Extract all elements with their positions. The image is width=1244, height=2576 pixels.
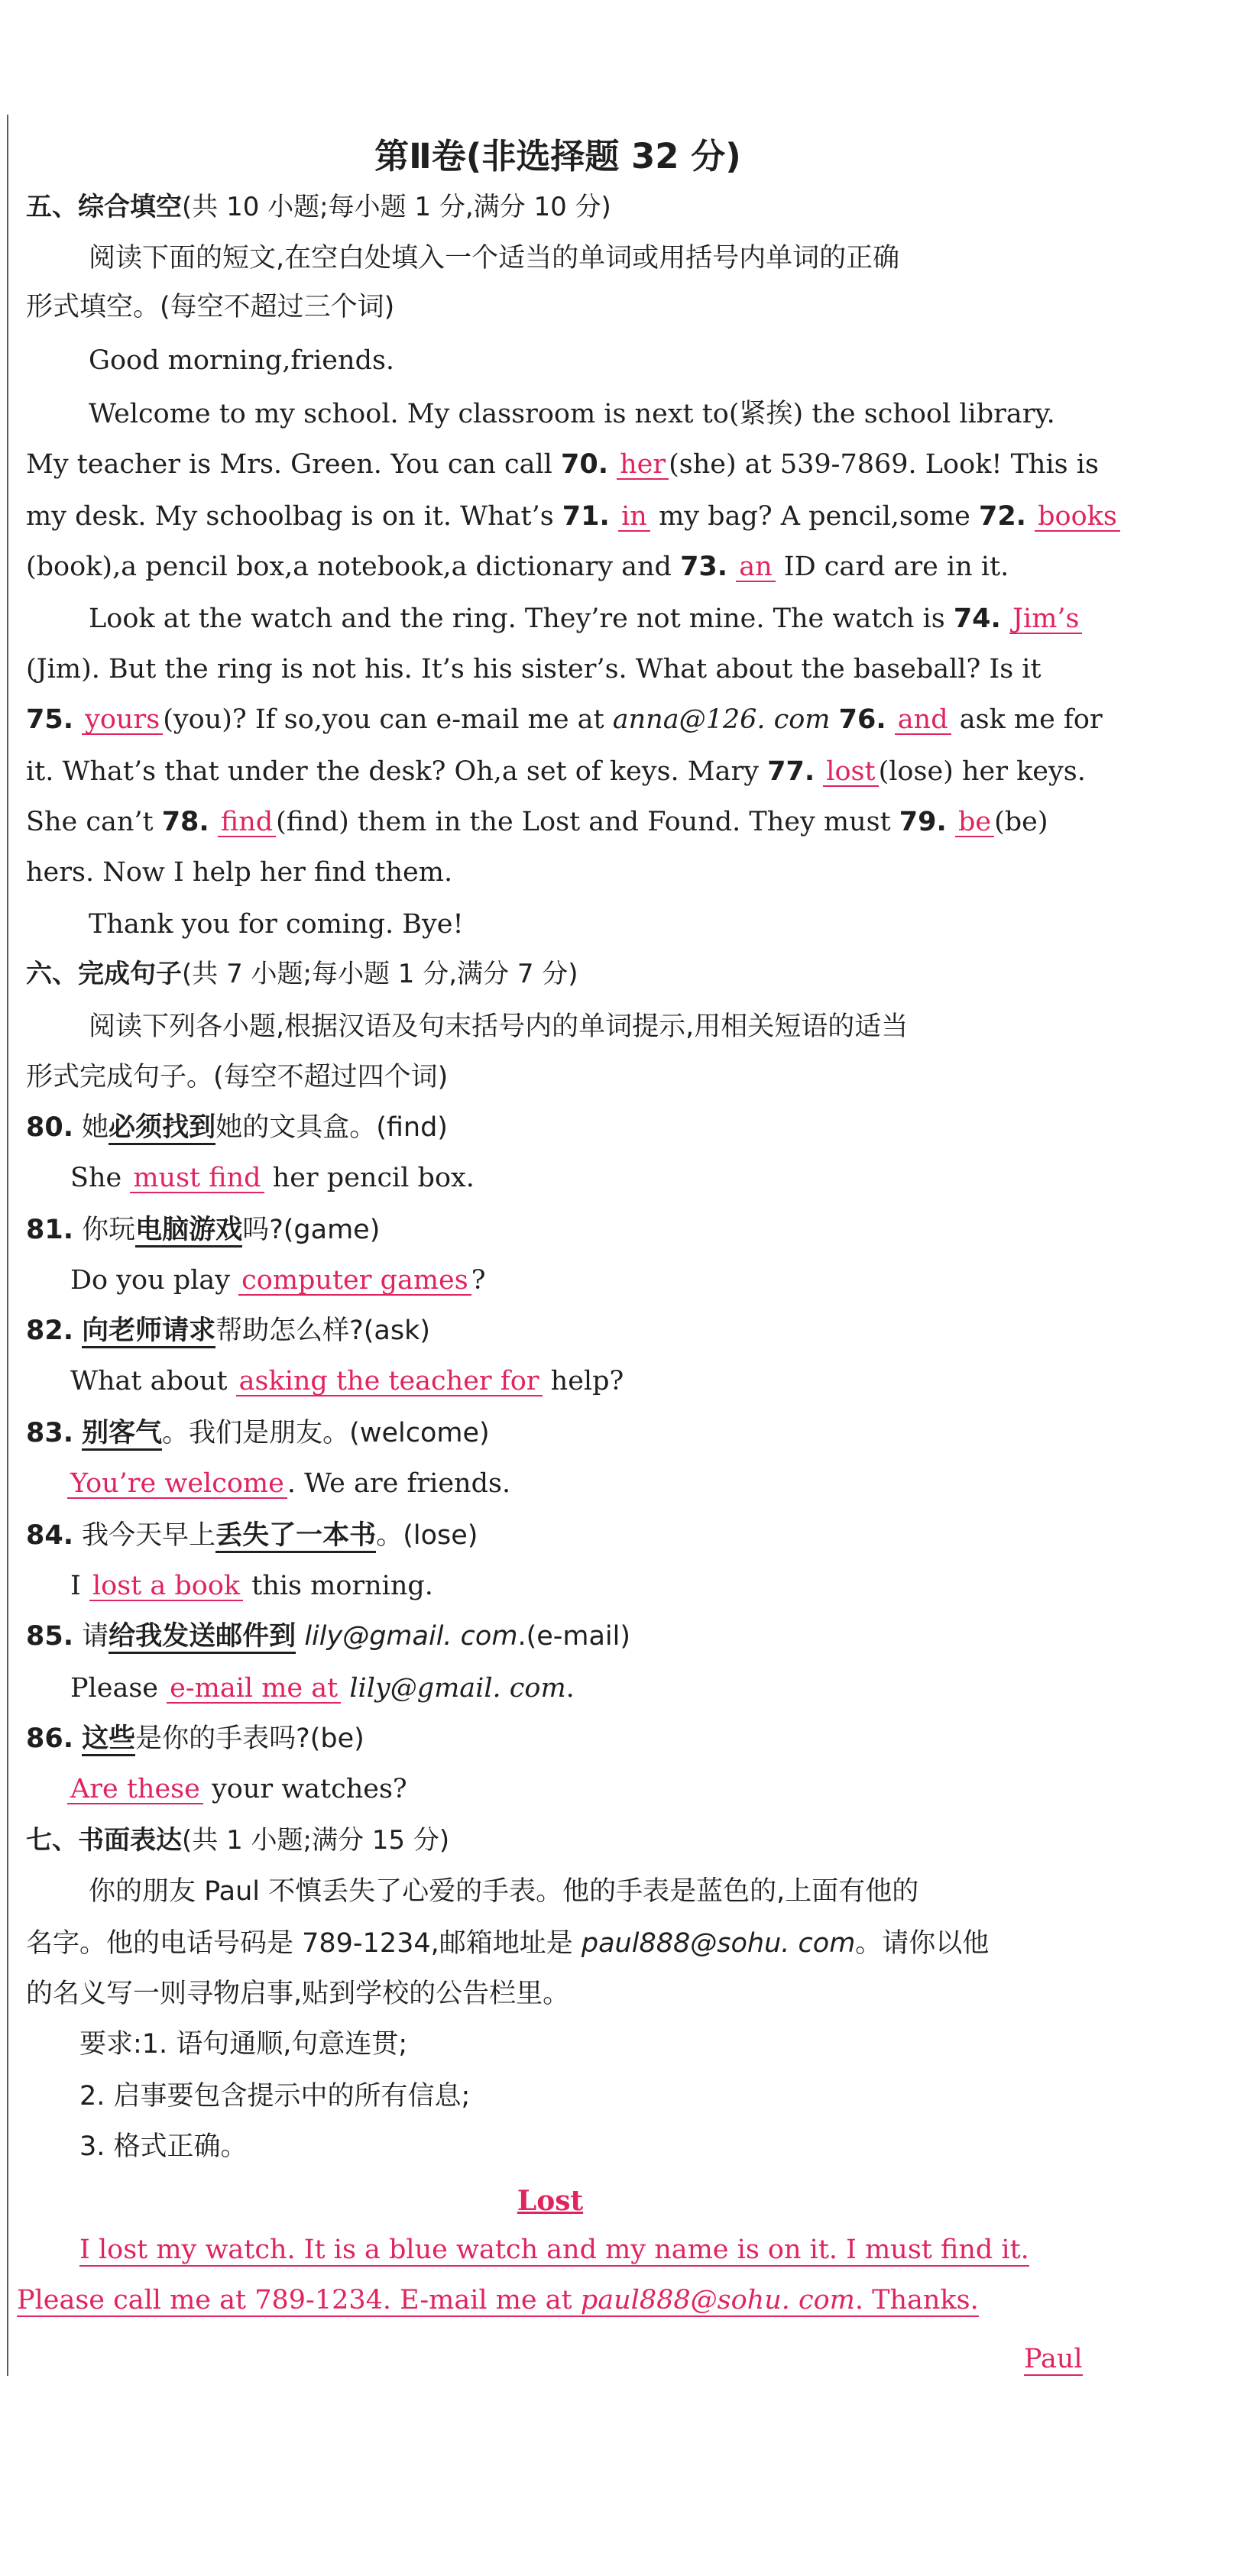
answer-83: You’re welcome	[67, 1471, 287, 1499]
question-85: 85. 请给我发送邮件到 lily@gmail. com.(e-mail)	[26, 1621, 1091, 1652]
question-80: 80. 她必须找到她的文具盒。(find)	[26, 1112, 1091, 1143]
answer-72: books	[1035, 503, 1120, 532]
section5-heading: 五、综合填空(共 10 小题;每小题 1 分,满分 10 分)	[26, 192, 611, 222]
answer-75: yours	[82, 707, 163, 735]
answer-78: find	[218, 809, 276, 837]
question-82: 82. 向老师请求帮助怎么样?(ask)	[26, 1316, 1091, 1346]
answer-line-83: You’re welcome . We are friends.	[67, 1468, 1091, 1499]
question-86: 86. 这些是你的手表吗?(be)	[26, 1723, 1091, 1754]
section6-instructions-1: 阅读下列各小题,根据汉语及句末括号内的单词提示,用相关短语的适当	[89, 1011, 909, 1042]
question-84: 84. 我今天早上丢失了一本书。(lose)	[26, 1520, 1091, 1551]
answer-73: an	[736, 554, 775, 582]
question-83: 83. 别客气。我们是朋友。(welcome)	[26, 1418, 1091, 1448]
section5-instructions-2: 形式填空。(每空不超过三个词)	[26, 292, 395, 322]
passage-line: it. What’s that under the desk? Oh,a set of keys. Mary 77. lost (lose) her keys.	[26, 756, 1086, 787]
answer-line-86: Are these your watches?	[67, 1774, 1091, 1804]
answer-title: Lost	[517, 2185, 584, 2217]
passage-line: My teacher is Mrs. Green. You can call 70. her (she) at 539-7869. Look! This is	[26, 449, 1099, 480]
answer-74: Jim’s	[1009, 606, 1083, 634]
requirement-1: 要求:1. 语句通顺,句意连贯;	[79, 2029, 408, 2060]
answer-79: be	[955, 809, 994, 837]
section7-prompt-2: 名字。他的电话号码是 789-1234,邮箱地址是 paul888@sohu. com。请你以他	[26, 1928, 990, 1959]
answer-77: lost	[823, 759, 878, 787]
answer-line-80: She must find her pencil box.	[70, 1163, 475, 1193]
passage-line: Thank you for coming. Bye!	[89, 909, 464, 940]
passage-line: Welcome to my school. My classroom is next to(紧挨) the school library.	[89, 399, 1055, 429]
section6-heading: 六、完成句子(共 7 小题;每小题 1 分,满分 7 分)	[26, 959, 578, 989]
left-margin-line	[7, 115, 8, 2376]
passage-line: Good morning,friends.	[89, 345, 395, 376]
answer-line-81: Do you play computer games ?	[70, 1265, 486, 1296]
section7-prompt-1: 你的朋友 Paul 不慎丢失了心爱的手表。他的手表是蓝色的,上面有他的	[89, 1876, 919, 1907]
passage-line: (Jim). But the ring is not his. It’s his sister’s. What about the baseball? Is it	[26, 654, 1042, 684]
answer-text-line-1: I lost my watch. It is a blue watch and my name is on it. I must find it.	[79, 2235, 1029, 2265]
answer-signature: Paul	[1024, 2344, 1083, 2374]
section6-instructions-2: 形式完成句子。(每空不超过四个词)	[26, 1062, 449, 1092]
answer-81: computer games	[238, 1267, 471, 1296]
requirement-2: 2. 启事要包含提示中的所有信息;	[79, 2081, 471, 2112]
passage-line: 75. yours (you)? If so,you can e-mail me at anna@126. com 76. and ask me for	[26, 704, 1103, 735]
section7-heading: 七、书面表达(共 1 小题;满分 15 分)	[26, 1825, 450, 1856]
answer-70: her	[617, 451, 669, 480]
page-title: 第Ⅱ卷(非选择题 32 分)	[374, 136, 741, 176]
answer-line-82: What about asking the teacher for help?	[70, 1366, 624, 1396]
requirement-3: 3. 格式正确。	[79, 2131, 248, 2162]
answer-85: e-mail me at	[167, 1675, 341, 1704]
answer-86: Are these	[67, 1776, 203, 1804]
answer-line-84: I lost a book this morning.	[70, 1571, 433, 1601]
passage-line: hers. Now I help her find them.	[26, 857, 453, 888]
answer-71: in	[618, 503, 650, 532]
passage-line: Look at the watch and the ring. They’re not mine. The watch is 74. Jim’s	[89, 604, 1091, 634]
passage-line: (book),a pencil box,a notebook,a dictionary and 73. an ID card are in it.	[26, 552, 1009, 582]
answer-84: lost a book	[89, 1573, 243, 1601]
answer-80: must find	[130, 1165, 264, 1193]
passage-line: She can’t 78. find (find) them in the Lost and Found. They must 79. be (be)	[26, 807, 1048, 837]
question-81: 81. 你玩电脑游戏吗?(game)	[26, 1215, 1091, 1245]
answer-line-85: Please e-mail me at lily@gmail. com.	[70, 1673, 575, 1704]
section5-instructions-1: 阅读下面的短文,在空白处填入一个适当的单词或用括号内单词的正确	[89, 243, 900, 273]
passage-line: my desk. My schoolbag is on it. What’s 71. in my bag? A pencil,some 72. books	[26, 501, 1091, 532]
answer-82: asking the teacher for	[236, 1368, 543, 1396]
section7-prompt-3: 的名义写一则寻物启事,贴到学校的公告栏里。	[26, 1979, 570, 2009]
answer-text-line-2: Please call me at 789-1234. E-mail me at paul888@sohu. com. Thanks.	[17, 2285, 979, 2315]
answer-76: and	[895, 707, 951, 735]
